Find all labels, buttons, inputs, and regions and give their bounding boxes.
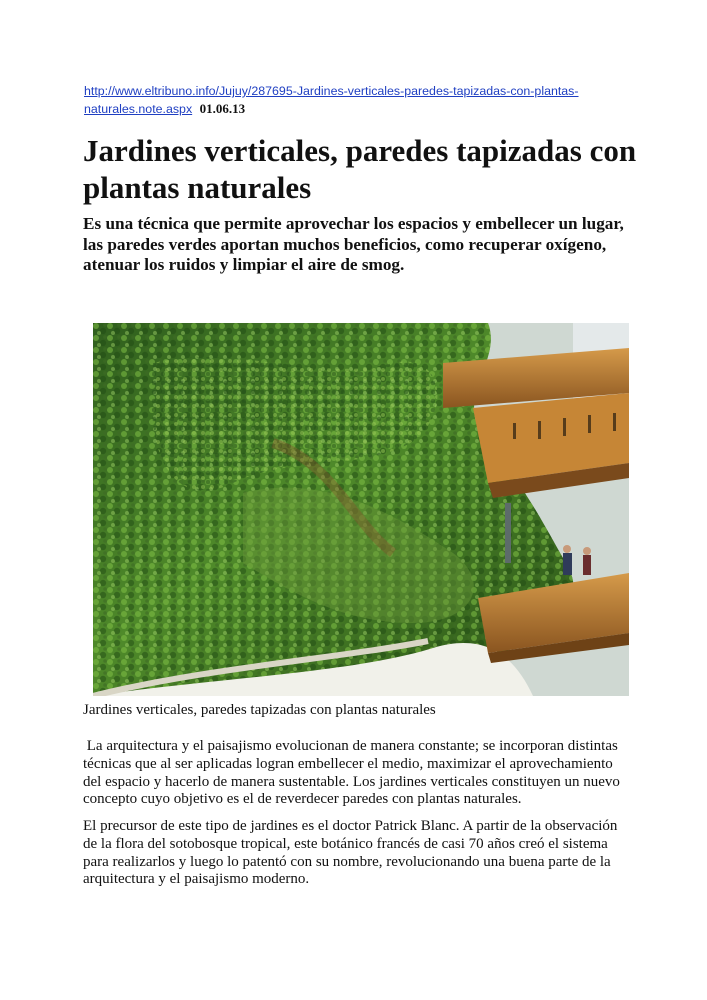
source-link[interactable]: http://www.eltribuno.info/Jujuy/287695-Jardines-verticales-paredes-tapizadas-con-plantas-naturales.note.aspx	[84, 84, 579, 116]
source-line	[84, 83, 624, 118]
photo-caption: Jardines verticales, paredes tapizadas con plantas naturales	[83, 702, 436, 718]
publication-date: 01.06.13	[199, 101, 246, 116]
body-paragraph: La arquitectura y el paisajismo evolucionan de manera constante; se incorporan distintas técnicas que al ser aplicadas logran embellecer el medio, maximizar el aprovechamiento del espacio y hacerlo de manera sustentable. Los jardines verticales constituyen un nuevo concepto cuyo objetivo es el de reverdecer paredes con plantas naturales.	[83, 738, 624, 808]
vertical-garden-photo	[93, 323, 629, 696]
article-title: Jardines verticales, paredes tapizadas con plantas naturales	[83, 133, 637, 205]
article-subtitle: Es una técnica que permite aprovechar los espacios y embellecer un lugar, las paredes verdes aportan muchos beneficios, como recuperar oxígeno, atenuar los ruidos y limpiar el aire de smog.	[83, 214, 624, 274]
body-paragraph: El precursor de este tipo de jardines es el doctor Patrick Blanc. A partir de la observación de la flora del sotobosque tropical, este botánico francés de casi 70 años creó el sistema para realizarlos y luego lo patentó con su nombre, revolucionando una buena parte de la arquitectura y el paisajismo moderno.	[83, 818, 618, 888]
